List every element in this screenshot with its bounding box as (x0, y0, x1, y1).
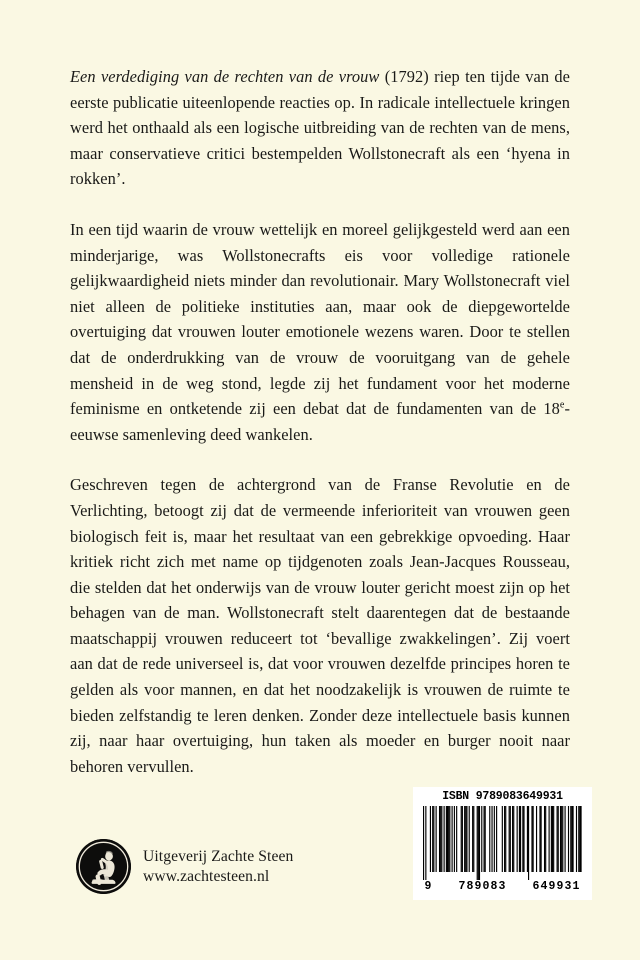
imprint-text (143, 847, 293, 885)
barcode-digit-right-group: 649931 (532, 879, 581, 893)
blurb-paragraph-3: Geschreven tegen de achtergrond van de Franse Revolutie en de Verlichting, betoogt zij dat de vermeende inferioriteit van vrouwen geen biologisch feit is, maar het resultaat van een gebrekkige opvoeding. Haar kritiek richt zich met name op tijdgenoten zoals Jean-Jacques Rousseau, die stelden dat het onderwijs van de vrouw louter gericht moest zijn op het behagen van de man. Wollstonecraft stelt daarentegen dat de bestaande maatschappij vrouwen reduceert tot ‘bevallige zwakkelingen’. Zij voert aan dat de rede universeel is, dat voor vrouwen dezelfde principes horen te gelden als voor mannen, en dat het noodzakelijk is vrouwen de ruimte te bieden zelfstandig te leren denken. Zonder deze intellectuele basis kunnen zij, naar haar overtuiging, hun taken als moeder en burger nooit naar behoren vervullen. (70, 475, 570, 776)
thinker-statue-icon (76, 839, 131, 894)
book-title-italic: Een verdediging van de rechten van de vrouw (70, 67, 380, 86)
blurb-paragraph-1 (70, 64, 570, 192)
barcode-digit-leading: 9 (424, 879, 433, 893)
blurb-paragraph-1-rest: (1792) riep ten tijde van de eerste publicatie uiteenlopende reacties op. In radicale intellectuele kringen werd het onthaald als een logische uitbreiding van de rechten van de mens, maar conservatieve critici bestempelden Wollstonecraft als een ‘hyena in rokken’. (70, 67, 570, 189)
isbn-barcode (413, 787, 592, 900)
barcode-digits (423, 881, 583, 893)
publisher-imprint (76, 839, 293, 894)
isbn-label: ISBN 9789083649931 (442, 790, 563, 803)
blurb-paragraph-2 (70, 217, 570, 447)
ordinal-superscript: e (559, 399, 565, 411)
publisher-name: Uitgeverij Zachte Steen (143, 848, 294, 866)
blurb-paragraph-2-after-superscript: -eeuwse samenleving deed wankelen. (70, 399, 570, 444)
blurb-text-block (70, 64, 570, 779)
publisher-website: www.zachtesteen.nl (143, 867, 270, 885)
barcode-bars (423, 806, 583, 880)
blurb-paragraph-2-before-superscript: In een tijd waarin de vrouw wettelijk en moreel gelijkgesteld werd aan een minderjarige, was Wollstonecrafts eis voor volledige rationele gelijkwaardigheid niets minder dan revolutionair. Mary Wollstonecraft viel niet alleen de politieke instituties aan, maar ook de diepgewortelde overtuiging dat vrouwen louter emotionele wezens waren. Door te stellen dat de onderdrukking van de vrouw de vooruitgang van de gehele mensheid in de weg stond, legde zij het fundament voor het moderne feminisme en ontketende zij een debat dat de fundamenten van de 18 (70, 219, 570, 419)
barcode-digit-left-group: 789083 (458, 879, 507, 893)
